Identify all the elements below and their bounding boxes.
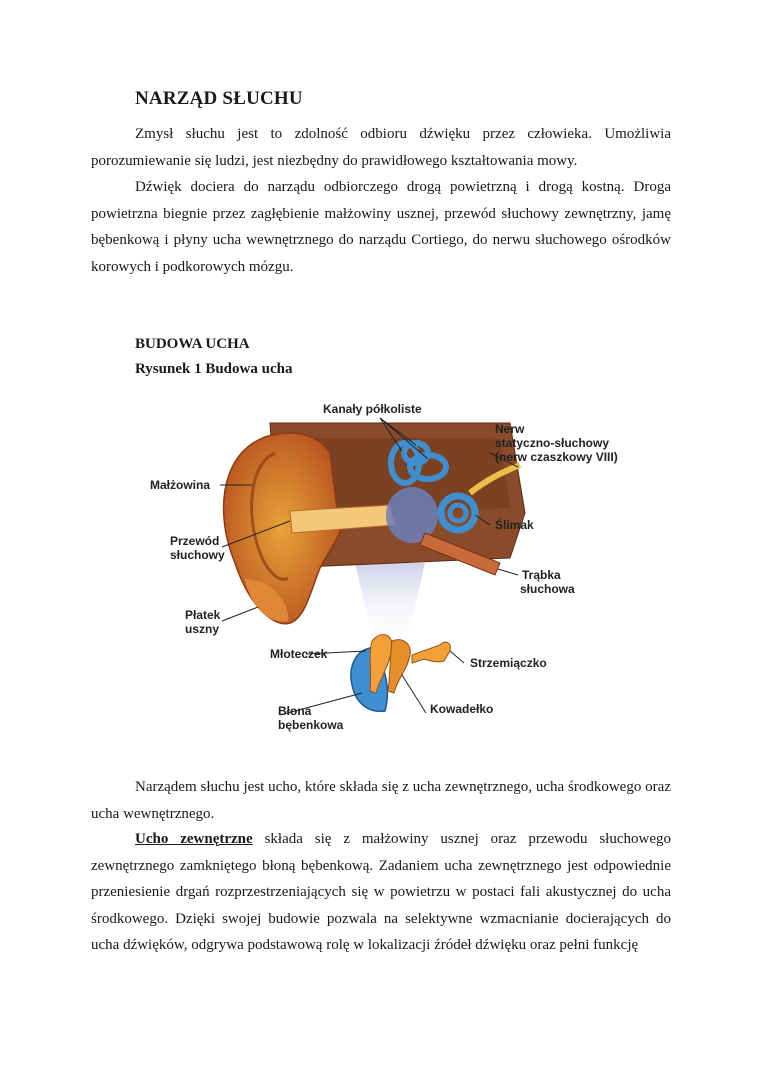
label-nerw-3: (nerw czaszkowy VIII) bbox=[495, 450, 618, 464]
figure-caption: Rysunek 1 Budowa ucha bbox=[135, 361, 293, 377]
label-blona-1: Błona bbox=[278, 704, 312, 718]
body-paragraph-2-text: składa się z małżowiny usznej oraz przewodu słuchowego zewnętrznego zamkniętego błoną bębenkową. Zadaniem ucha zewnętrznego jest odpowiednie przeniesienie drgań rozprzestrzeniających się w powietrzu w postaci fali akustycznej do ucha środkowego. Dzięki swojej budowie pozwala na selektywne wzmacnianie docierających do ucha dźwięków, odgrywa podstawową rolę w lokalizacji źródeł dźwięku oraz pełni funkcję bbox=[91, 831, 672, 953]
label-strzemiaczko: Strzemiączko bbox=[470, 656, 547, 670]
body-paragraph-1 bbox=[91, 774, 671, 827]
intro-paragraph-2 bbox=[91, 174, 671, 280]
ear-anatomy-figure bbox=[140, 393, 640, 753]
label-nerw-2: statyczno-słuchowy bbox=[495, 436, 610, 450]
label-blona-2: bębenkowa bbox=[278, 718, 344, 732]
ossicles-detail bbox=[351, 635, 451, 712]
zoom-beam bbox=[355, 563, 425, 648]
intro-paragraph-1 bbox=[91, 121, 671, 174]
label-slimak: Ślimak bbox=[495, 518, 534, 532]
label-mloteczek: Młoteczek bbox=[270, 647, 328, 661]
label-kowadelko: Kowadełko bbox=[430, 702, 494, 716]
label-trabka-2: słuchowa bbox=[520, 582, 575, 596]
label-nerw-1: Nerw bbox=[495, 422, 525, 436]
label-platek-2: uszny bbox=[185, 622, 220, 636]
body-paragraph-1-text: Narządem słuchu jest ucho, które składa się z ucha zewnętrznego, ucha środkowego oraz ucha wewnętrznego. bbox=[91, 779, 671, 822]
label-przewod-2: słuchowy bbox=[170, 548, 225, 562]
label-malzowina: Małżowina bbox=[150, 478, 211, 492]
section-heading: BUDOWA UCHA bbox=[135, 336, 250, 352]
label-kanaly: Kanały półkoliste bbox=[323, 402, 422, 416]
page-title: NARZĄD SŁUCHU bbox=[135, 88, 303, 109]
term-ucho-zewnetrzne: Ucho zewnętrzne bbox=[135, 831, 253, 847]
label-trabka-1: Trąbka bbox=[522, 568, 561, 582]
label-przewod-1: Przewód bbox=[170, 534, 220, 548]
intro-paragraph-2-text: Dźwięk dociera do narządu odbiorczego drogą powietrzną i drogą kostną. Droga powietrzna biegnie przez zagłębienie małżowiny usznej, przewód słuchowy zewnętrzny, jamę bębenkową i płyny ucha wewnętrznego do narządu Cortiego, do nerwu słuchowego ośrodków korowych i podkorowych mózgu. bbox=[91, 179, 671, 275]
intro-paragraph-1-text: Zmysł słuchu jest to zdolność odbioru dźwięku przez człowieka. Umożliwia porozumiewanie się ludzi, jest niezbędny do prawidłowego kształtowania mowy. bbox=[91, 126, 671, 169]
body-paragraph-2 bbox=[91, 826, 671, 959]
label-platek-1: Płatek bbox=[185, 608, 221, 622]
